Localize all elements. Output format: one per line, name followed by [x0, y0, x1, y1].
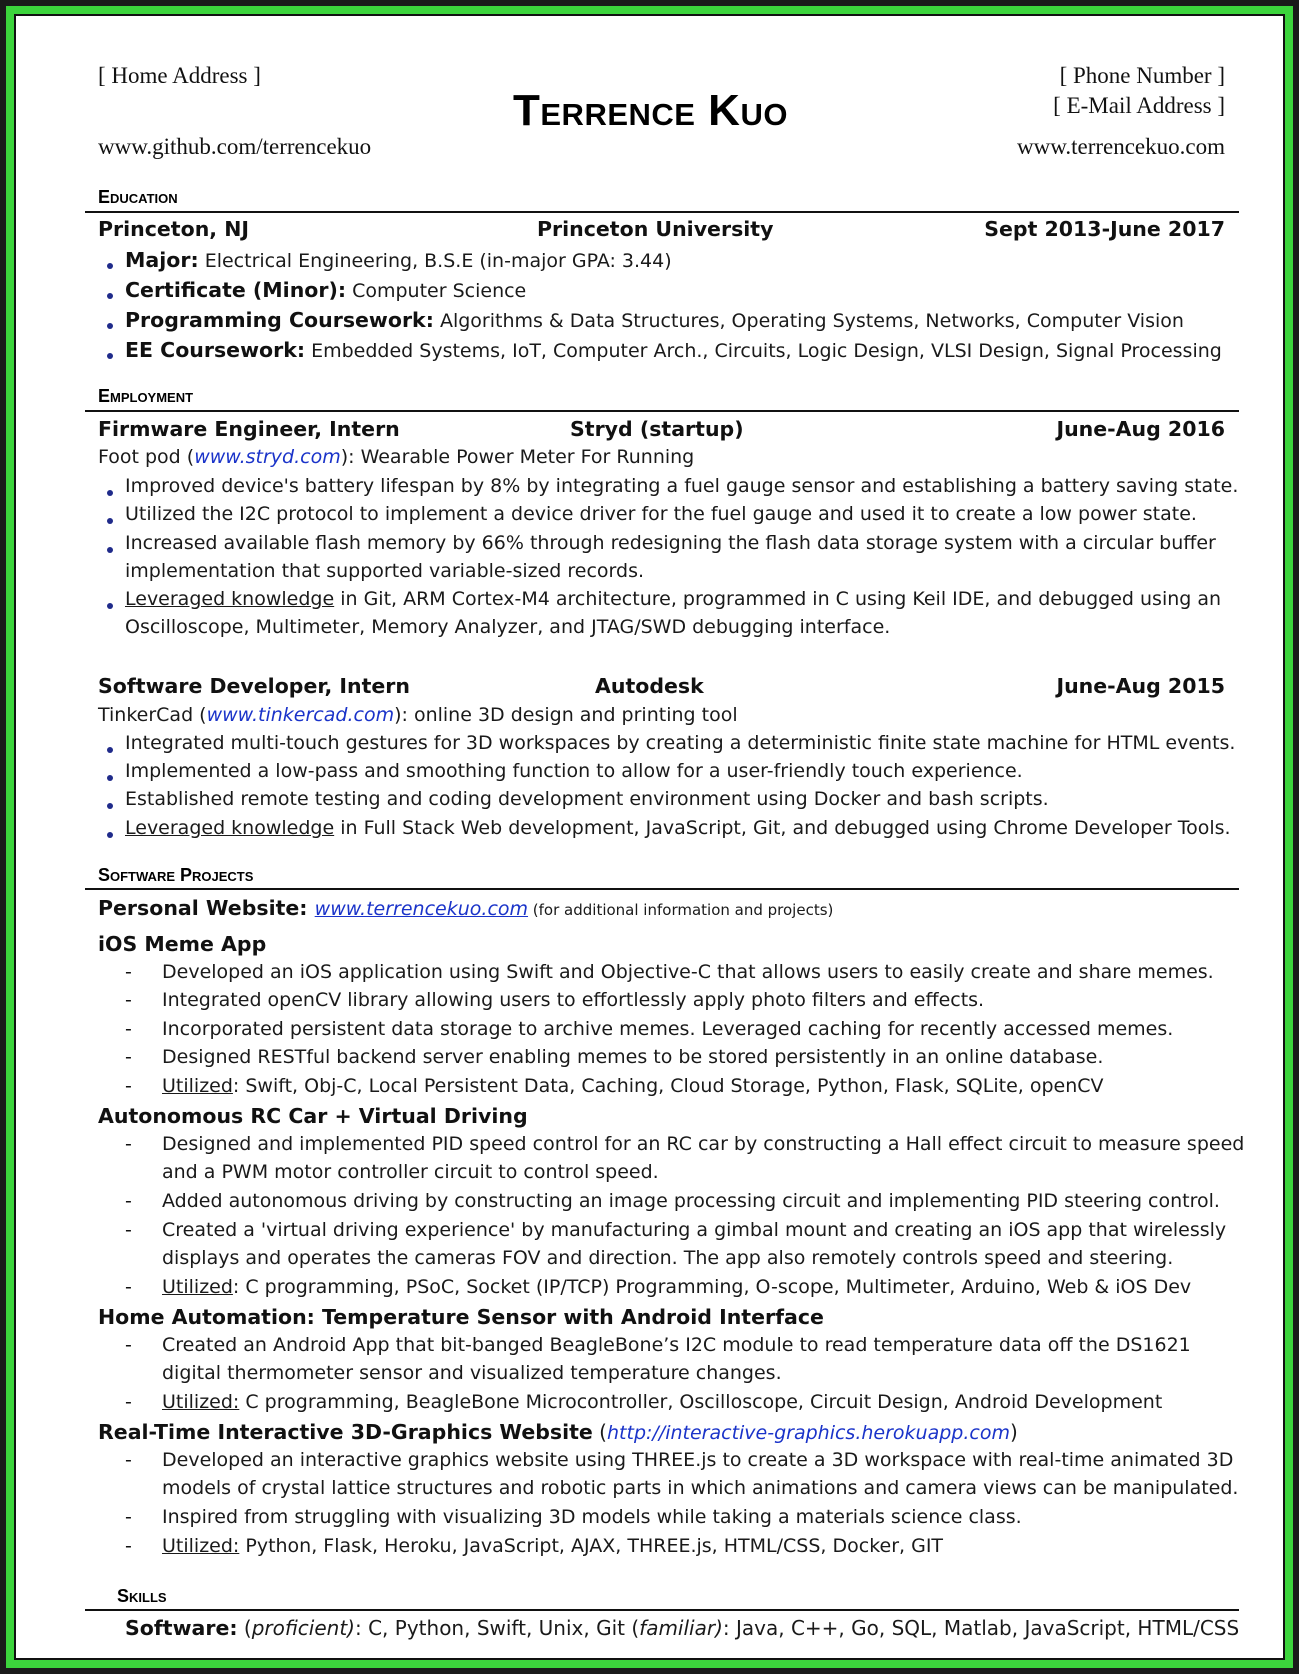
project-title: Home Automation: Temperature Sensor with Android Interface — [98, 1305, 824, 1329]
bullet-icon — [107, 490, 113, 496]
website-link[interactable]: www.terrencekuo.com — [1017, 134, 1225, 159]
dash-bullet: - — [125, 1133, 132, 1155]
dash-bullet: - — [125, 1535, 132, 1557]
github-link[interactable]: www.github.com/terrencekuo — [98, 134, 372, 159]
candidate-name: Terrence Kuo — [513, 86, 788, 135]
personal-website-link[interactable]: www.terrencekuo.com — [314, 898, 529, 920]
job-role: Firmware Engineer, Intern — [98, 417, 400, 441]
job-description: Foot pod (www.stryd.com): Wearable Power Meter For Running — [98, 446, 695, 468]
project-line: Created an Android App that bit-banged BeagleBone’s I2C module to read temperature data off the DS1621 — [162, 1334, 1191, 1356]
project-line: displays and operates the cameras FOV and direction. The app also remotely controls speed and steering. — [162, 1247, 1174, 1269]
project-title: iOS Meme App — [98, 932, 267, 956]
bullet-icon — [107, 832, 113, 838]
education-item: EE Coursework: Embedded Systems, IoT, Computer Arch., Circuits, Logic Design, VLSI Design, Signal Processing — [125, 338, 1222, 362]
dash-bullet: - — [125, 1334, 132, 1356]
dash-bullet: - — [125, 1506, 132, 1528]
dash-bullet: - — [125, 1391, 132, 1413]
education-dates: Sept 2013-June 2017 — [984, 217, 1225, 241]
education-location: Princeton, NJ — [98, 217, 249, 241]
tinkercad-link[interactable]: www.tinkercad.com — [206, 704, 395, 726]
project-title: Autonomous RC Car + Virtual Driving — [98, 1104, 528, 1128]
section-divider — [85, 1609, 1239, 1611]
project-line: digital thermometer sensor and visualized temperature changes. — [162, 1362, 782, 1384]
section-title-projects: Software Projects — [98, 865, 254, 885]
dash-bullet: - — [125, 1075, 132, 1097]
graphics-website-link[interactable]: http://interactive-graphics.herokuapp.com — [607, 1422, 1010, 1444]
bullet-icon — [107, 353, 113, 359]
project-line: models of crystal lattice structures and robotic parts in which animations and camera views can be manipulated. — [162, 1477, 1239, 1499]
dash-bullet: - — [125, 989, 132, 1011]
job-company: Stryd (startup) — [570, 417, 744, 441]
section-title-employment: Employment — [98, 386, 194, 406]
skills-line: Software: (proficient): C, Python, Swift, Unix, Git (familiar): Java, C++, Go, SQL, Matlab, JavaScript, HTML/CSS — [125, 1616, 1240, 1640]
project-utilized: Utilized: Python, Flask, Heroku, JavaScript, AJAX, THREE.js, HTML/CSS, Docker, GIT — [162, 1535, 944, 1557]
project-line: Designed and implemented PID speed control for an RC car by constructing a Hall effect circuit to measure speed — [162, 1133, 1245, 1155]
job-bullet-continuation: implementation that supported variable-sized records. — [125, 560, 645, 582]
home-address: [ Home Address ] — [98, 63, 261, 88]
dash-bullet: - — [125, 1219, 132, 1241]
job-role: Software Developer, Intern — [98, 674, 411, 698]
dash-bullet: - — [125, 1449, 132, 1471]
project-utilized: Utilized: C programming, PSoC, Socket (IP/TCP) Programming, O-scope, Multimeter, Arduino, Web & iOS Dev — [162, 1276, 1192, 1298]
bullet-icon — [107, 263, 113, 269]
project-line: and a PWM motor controller circuit to control speed. — [162, 1161, 659, 1183]
section-divider — [85, 410, 1239, 412]
bullet-icon — [107, 293, 113, 299]
dash-bullet: - — [125, 961, 132, 983]
section-divider — [85, 211, 1239, 213]
project-line: Designed RESTful backend server enabling memes to be stored persistently in an online database. — [162, 1046, 1104, 1068]
phone-number: [ Phone Number ] — [1059, 63, 1225, 88]
project-line: Integrated openCV library allowing users to effortlessly apply photo filters and effects. — [162, 989, 985, 1011]
dash-bullet: - — [125, 1276, 132, 1298]
project-line: Incorporated persistent data storage to archive memes. Leveraged caching for recently accessed memes. — [162, 1018, 1174, 1040]
job-bullet: Improved device's battery lifespan by 8% by integrating a fuel gauge sensor and establishing a battery saving state. — [125, 475, 1239, 497]
bullet-icon — [107, 603, 113, 609]
job-bullet: Increased available flash memory by 66% through redesigning the flash data storage system with a circular buffer — [125, 532, 1216, 554]
personal-website: Personal Website: www.terrencekuo.com (for additional information and projects) — [98, 896, 834, 920]
section-title-education: Education — [98, 187, 178, 207]
project-line: Developed an iOS application using Swift and Objective-C that allows users to easily create and share memes. — [162, 961, 1214, 983]
dash-bullet: - — [125, 1046, 132, 1068]
project-utilized: Utilized: Swift, Obj-C, Local Persistent Data, Caching, Cloud Storage, Python, Flask, SQLite, openCV — [162, 1075, 1104, 1097]
dash-bullet: - — [125, 1190, 132, 1212]
section-title-skills: Skills — [117, 1586, 167, 1606]
job-bullet: Integrated multi-touch gestures for 3D workspaces by creating a deterministic finite state machine for HTML events. — [125, 732, 1236, 754]
dash-bullet: - — [125, 1018, 132, 1040]
project-line: Inspired from struggling with visualizing 3D models while taking a materials science class. — [162, 1506, 1022, 1528]
project-line: Created a 'virtual driving experience' by manufacturing a gimbal mount and creating an iOS app that wirelessly — [162, 1219, 1227, 1241]
bullet-icon — [107, 323, 113, 329]
education-item: Certificate (Minor): Computer Science — [125, 278, 527, 302]
job-company: Autodesk — [595, 674, 704, 698]
job-dates: June-Aug 2015 — [1056, 674, 1225, 698]
email-address: [ E-Mail Address ] — [1053, 93, 1225, 118]
stryd-link[interactable]: www.stryd.com — [194, 446, 341, 468]
project-utilized: Utilized: C programming, BeagleBone Microcontroller, Oscilloscope, Circuit Design, Android Development — [162, 1391, 1163, 1413]
project-line: Developed an interactive graphics website using THREE.js to create a 3D workspace with real-time animated 3D — [162, 1449, 1234, 1471]
job-description: TinkerCad (www.tinkercad.com): online 3D design and printing tool — [98, 704, 738, 726]
job-bullet: Leveraged knowledge in Git, ARM Cortex-M4 architecture, programmed in C using Keil IDE, and debugged using an — [125, 588, 1222, 610]
education-item: Major: Electrical Engineering, B.S.E (in-major GPA: 3.44) — [125, 248, 672, 272]
bullet-icon — [107, 547, 113, 553]
job-bullet: Utilized the I2C protocol to implement a device driver for the fuel gauge and used it to create a low power state. — [125, 503, 1197, 525]
bullet-icon — [107, 775, 113, 781]
bullet-icon — [107, 803, 113, 809]
job-dates: June-Aug 2016 — [1056, 417, 1225, 441]
education-item: Programming Coursework: Algorithms & Data Structures, Operating Systems, Networks, Computer Vision — [125, 308, 1184, 332]
project-line: Added autonomous driving by constructing an image processing circuit and implementing PID steering control. — [162, 1190, 1220, 1212]
job-bullet-continuation: Oscilloscope, Multimeter, Memory Analyzer, and JTAG/SWD debugging interface. — [125, 616, 891, 638]
project-title-row: Real-Time Interactive 3D-Graphics Website (http://interactive-graphics.herokuapp.com) — [98, 1420, 1018, 1444]
education-school: Princeton University — [537, 217, 774, 241]
job-bullet: Implemented a low-pass and smoothing function to allow for a user-friendly touch experience. — [125, 760, 1023, 782]
job-bullet: Leveraged knowledge in Full Stack Web development, JavaScript, Git, and debugged using Chrome Developer Tools. — [125, 817, 1231, 839]
bullet-icon — [107, 518, 113, 524]
bullet-icon — [107, 747, 113, 753]
job-bullet: Established remote testing and coding development environment using Docker and bash scripts. — [125, 788, 1049, 810]
section-divider — [85, 888, 1239, 890]
